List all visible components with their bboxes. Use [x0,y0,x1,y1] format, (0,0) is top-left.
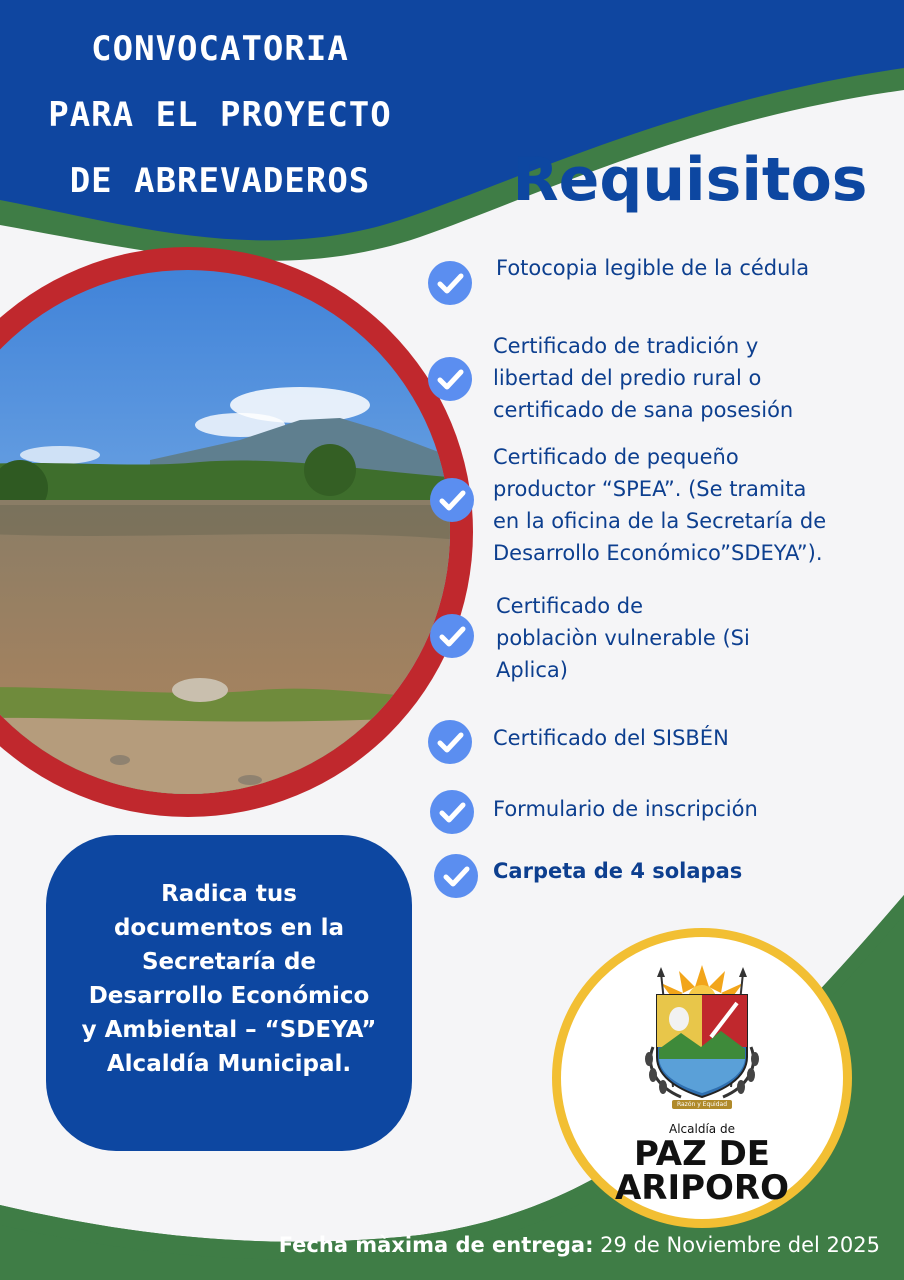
deadline [0,1233,880,1257]
title-line-2: PARA EL PROYECTO [48,95,392,135]
logo-motto: Razón y Equidad [672,1100,732,1109]
requirement-5: Certificado del SISBÉN [493,726,729,750]
requirement-1: Fotocopia legible de la cédula [496,256,810,280]
radica-box [46,835,412,1151]
requirement-4: Certificado de poblaciòn vulnerable (Si Aplica) [496,594,750,682]
requirements-heading: Requisitos [512,145,868,215]
deadline-label: Fecha màxima de entrega: [278,1233,594,1257]
alcaldia-logo [552,928,852,1228]
deadline-date: 29 de Noviembre del 2025 [600,1233,880,1257]
check-circle-icon [430,478,474,522]
logo-big-text: PAZ DE ARIPORO [614,1134,790,1208]
requirement-6: Formulario de inscripción [493,797,758,821]
check-circle-icon [428,261,472,305]
title-line-3: DE ABREVADEROS [69,161,371,201]
check-circle-icon [434,854,478,898]
check-circle-icon [430,790,474,834]
requirement-3: Certificado de pequeño productor “SPEA”. (Se tramita en la oficina de la Secretaría de Desarrollo Económico”SDEYA”). [493,445,827,565]
check-circle-icon [430,614,474,658]
check-circle-icon [428,720,472,764]
check-circle-icon [428,357,472,401]
coat-of-arms-icon [561,937,843,1119]
requirement-2: Certificado de tradición y libertad del predio rural o certificado de sana posesión [493,334,794,422]
logo-small-text: Alcaldía de [669,1122,735,1136]
radica-text: Radica tus documentos en la Secretaría de Desarrollo Económico y Ambiental – “SDEYA” Alcaldía Municipal. [81,881,377,1077]
title-line-1: CONVOCATORIA [91,29,349,69]
requirement-7: Carpeta de 4 solapas [493,859,743,883]
